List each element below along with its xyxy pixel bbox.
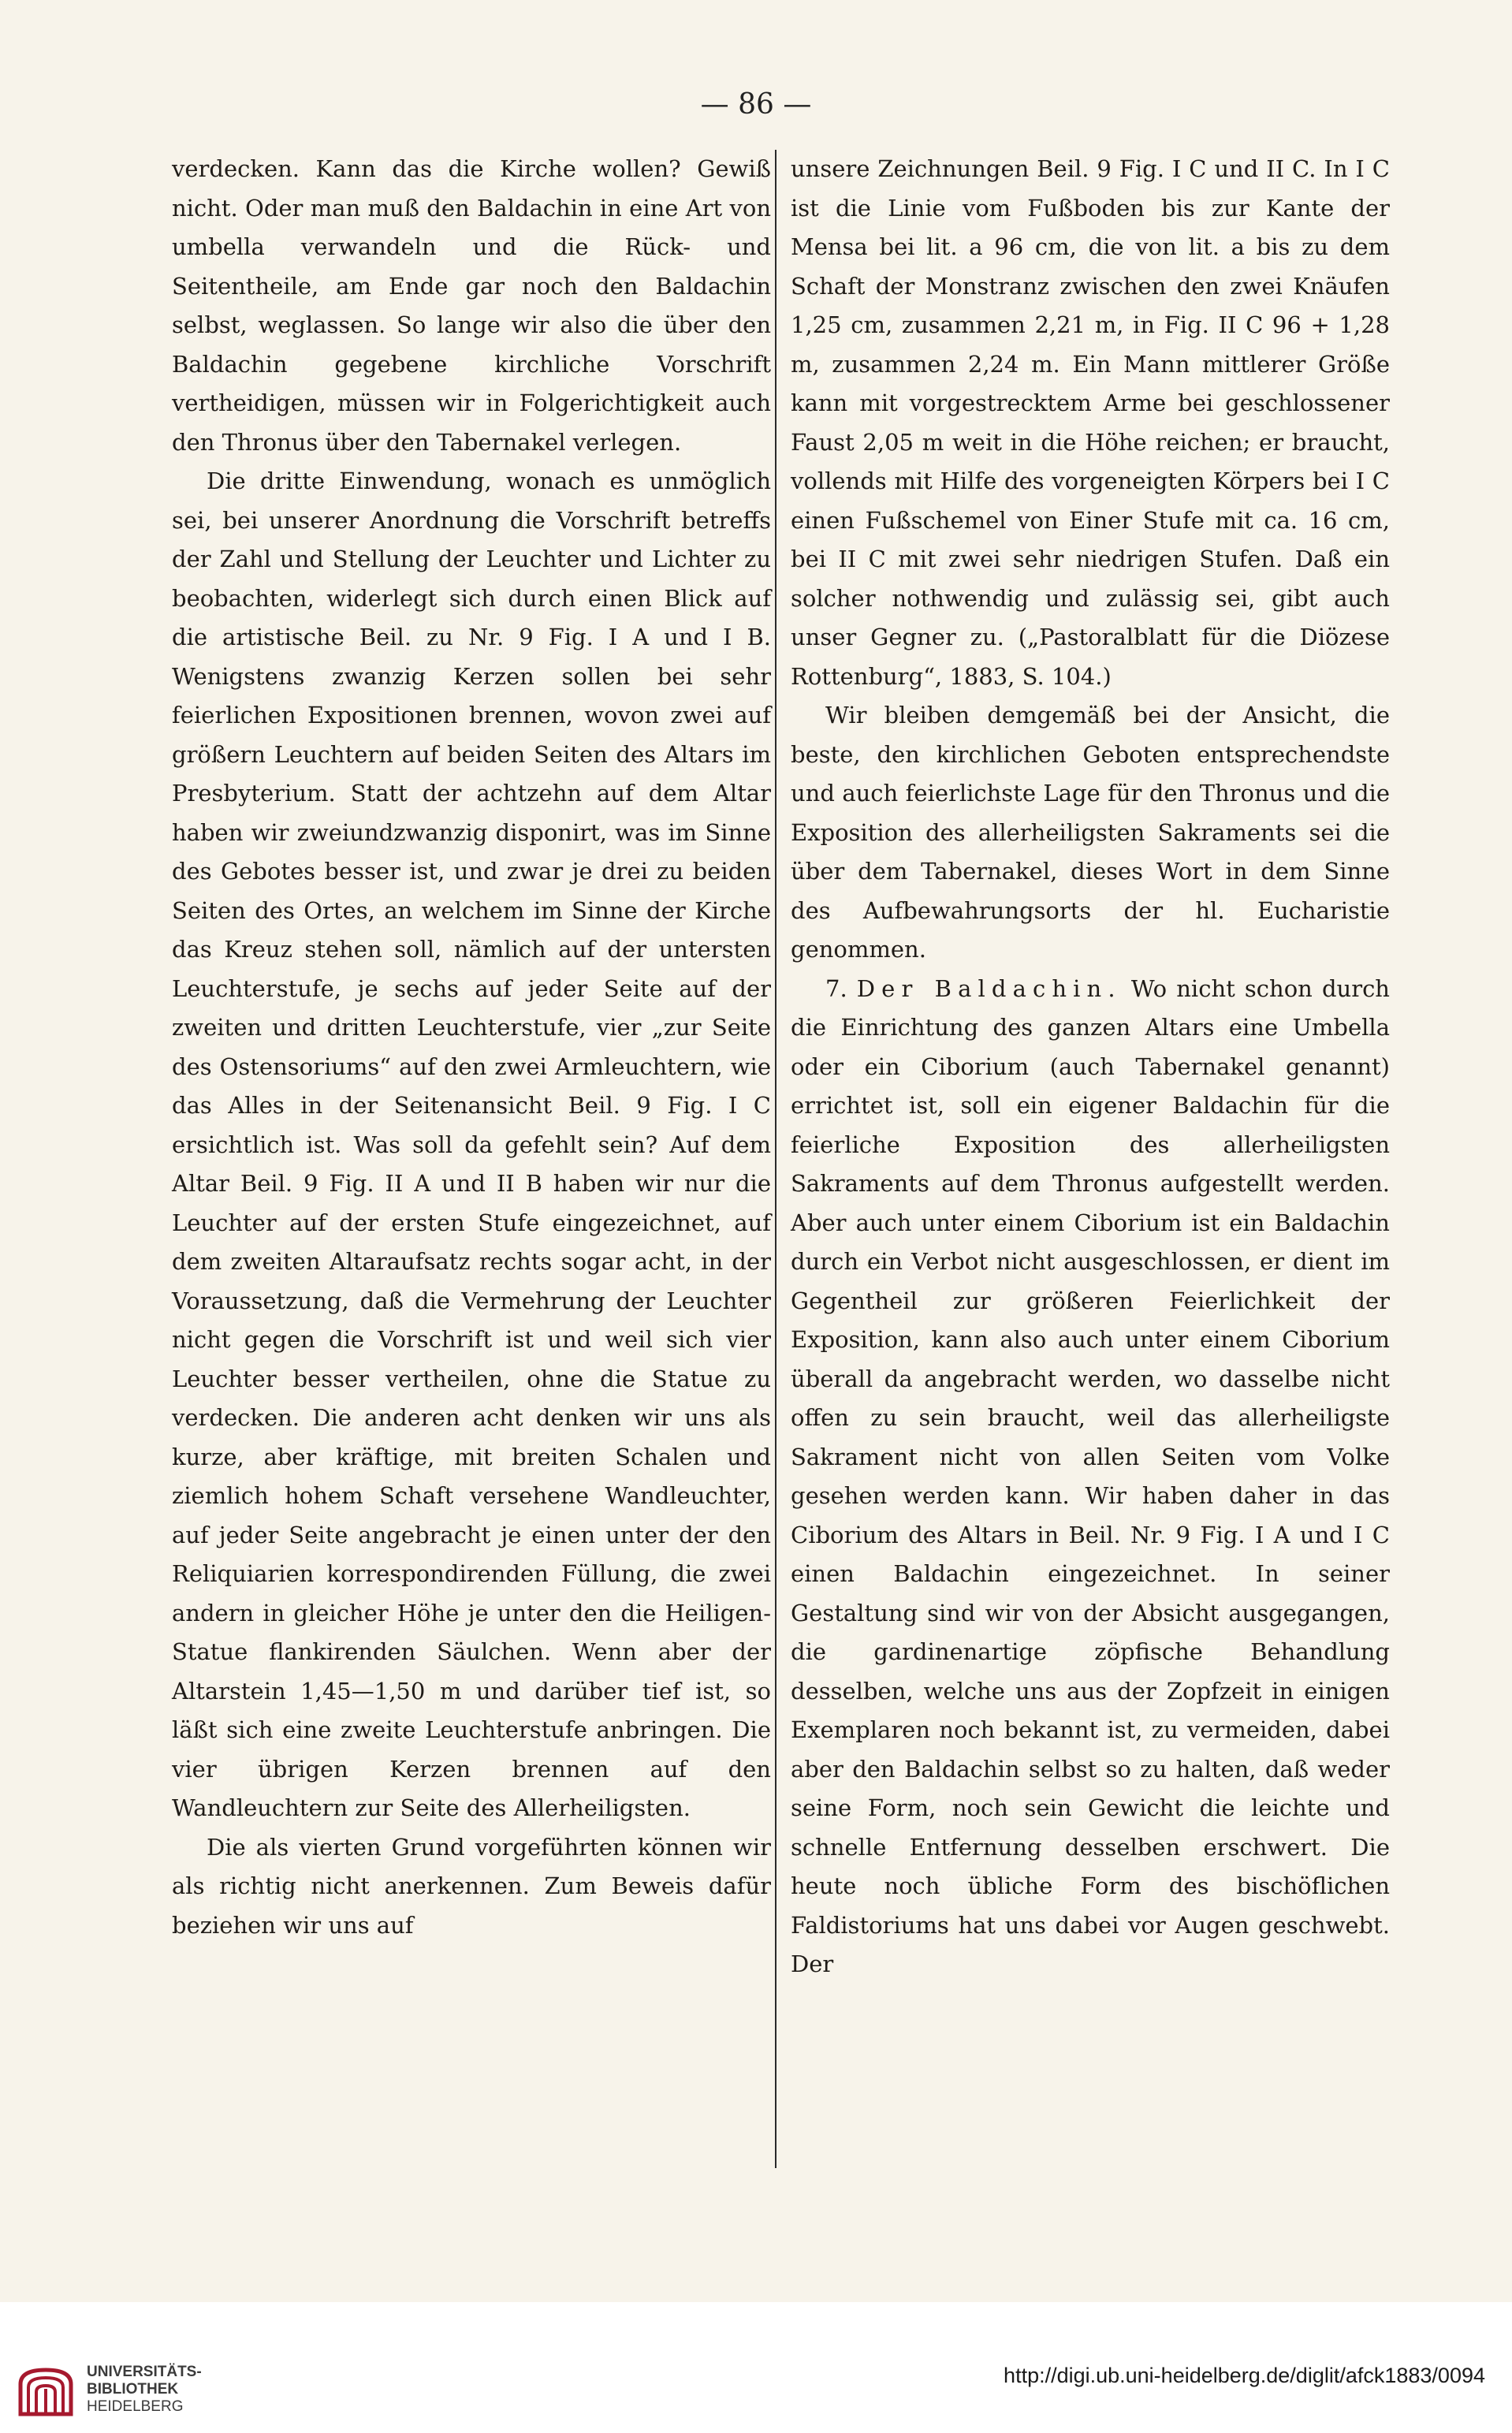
paragraph: Die als vierten Grund vorgeführten können wir als richtig nicht anerkennen. Zum Beweis dafür beziehen wir uns auf xyxy=(172,1833,771,1939)
left-column xyxy=(172,150,771,1945)
paragraph-text: Wo nicht schon durch die Einrichtung des ganzen Altars eine Umbella oder ein Ciborium (auch Tabernakel genannt) errichtet ist, soll ein eigener Baldachin für die feierliche Exposition des allerheiligsten Sakraments auf dem Thronus aufgestellt werden. Aber auch unter einem Ciborium ist ein Baldachin durch ein Verbot nicht ausgeschlossen, er dient im Gegentheil zur größeren Feierlichkeit der Exposition, kann also auch unter einem Ciborium überall da angebracht werden, wo dasselbe nicht offen zu sein braucht, weil das allerheiligste Sakrament nicht von allen Seiten vom Volke gesehen werden kann. Wir haben daher in das Ciborium des Altars in Beil. Nr. 9 Fig. I A und I C einen Baldachin eingezeichnet. In seiner Gestaltung sind wir von der Absicht ausgegangen, die gardinenartige zöpfische Behandlung desselben, welche uns aus der Zopfzeit in einigen Exemplaren noch bekannt ist, zu vermeiden, dabei aber den Baldachin selbst so zu halten, daß weder seine Form, noch sein Gewicht die leichte und schnelle Entfernung desselben erschwert. Die heute noch übliche Form des bischöflichen Faldistoriums hat uns dabei vor Augen geschwebt. Der xyxy=(791,974,1390,1977)
paragraph: Wir bleiben demgemäß bei der Ansicht, die beste, den kirchlichen Geboten entsprechendste und auch feierlichste Lage für den Thronus und die Exposition des allerheiligsten Sakraments sei die über dem Tabernakel, dieses Wort in dem Sinne des Aufbewahrungsorts der hl. Eucharistie genommen. xyxy=(791,702,1390,963)
institution-name-line: UNIVERSITÄTS- xyxy=(87,2364,202,2380)
paragraph: Die dritte Einwendung, wonach es unmöglich sei, bei unserer Anordnung die Vorschrift betreffs der Zahl und Stellung der Leuchter und Lichter zu beobachten, widerlegt sich durch einen Blick auf die artistische Beil. zu Nr. 9 Fig. I A und I B. Wenigstens zwanzig Kerzen sollen bei sehr feierlichen Expositionen brennen, wovon zwei auf größern Leuchtern auf beiden Seiten des Altars im Presbyterium. Statt der achtzehn auf dem Altar haben wir zweiundzwanzig disponirt, was im Sinne des Gebotes besser ist, und zwar je drei zu beiden Seiten des Ortes, an welchem im Sinne der Kirche das Kreuz stehen soll, nämlich auf der untersten Leuchterstufe, je sechs auf jeder Seite auf der zweiten und dritten Leuchterstufe, vier „zur Seite des Ostensoriums“ auf den zwei Armleuchtern, wie das Alles in der Seitenansicht Beil. 9 Fig. I C ersichtlich ist. Was soll da gefehlt sein? Auf dem Altar Beil. 9 Fig. II A und II B haben wir nur die Leuchter auf der ersten Stufe eingezeichnet, auf dem zweiten Altaraufsatz rechts sogar acht, in der Voraussetzung, daß die Vermehrung der Leuchter nicht gegen die Vorschrift ist und weil sich vier Leuchter besser vertheilen, ohne die Statue zu verdecken. Die anderen acht denken wir uns als kurze, aber kräftige, mit breiten Schalen und ziemlich hohem Schaft versehene Wandleuchter, auf jeder Seite angebracht je einen unter der den Reliquiarien korrespondirenden Füllung, die zwei andern in gleicher Höhe je unter den die Heiligen-Statue flankirenden Säulchen. Wenn aber der Altarstein 1,45—1,50 m und darüber tief ist, so läßt sich eine zweite Leuchterstufe anbringen. Die vier übrigen Kerzen brennen auf den Wandleuchtern zur Seite des Allerheiligsten. xyxy=(172,468,771,1821)
institution-name-line: HEIDELBERG xyxy=(87,2398,184,2415)
column-divider xyxy=(775,150,776,2168)
section-paragraph xyxy=(791,970,1390,1984)
paragraph: verdecken. Kann das die Kirche wollen? Gewiß nicht. Oder man muß den Baldachin in eine Art von umbella verwandeln und die Rück- und Seitentheile, am Ende gar noch den Baldachin selbst, weglassen. So lange wir also die über den Baldachin gegebene kirchliche Vorschrift vertheidigen, müssen wir in Folgerichtigkeit auch den Thronus über den Tabernakel verlegen. xyxy=(172,155,771,456)
section-title: Der Baldachin. xyxy=(856,974,1122,1002)
source-url-link[interactable]: http://digi.ub.uni-heidelberg.de/diglit/afck1883/0094 xyxy=(1004,2364,1485,2387)
page-number: — 86 — xyxy=(700,88,812,121)
paragraph: unsere Zeichnungen Beil. 9 Fig. I C und II C. In I C ist die Linie vom Fußboden bis zur Kante der Mensa bei lit. a 96 cm, die von lit. a bis zu dem Schaft der Monstranz zwischen den zwei Knäufen 1,25 cm, zusammen 2,21 m, in Fig. II C 96 + 1,28 m, zusammen 2,24 m. Ein Mann mittlerer Größe kann mit vorgestrecktem Arme bei geschlossener Faust 2,05 m weit in die Höhe reichen; er braucht, vollends mit Hilfe des vorgeneigten Körpers bei I C einen Fußschemel von Einer Stufe mit ca. 16 cm, bei II C mit zwei sehr niedrigen Stufen. Daß ein solcher nothwendig und zulässig sei, gibt auch unser Gegner zu. („Pastoralblatt für die Diözese Rottenburg“, 1883, S. 104.) xyxy=(791,155,1390,690)
institution-name-line: BIBLIOTHEK xyxy=(87,2381,179,2398)
right-column xyxy=(791,150,1390,1984)
section-number: 7. xyxy=(825,974,847,1002)
heidelberg-library-seal-icon xyxy=(16,2365,76,2419)
